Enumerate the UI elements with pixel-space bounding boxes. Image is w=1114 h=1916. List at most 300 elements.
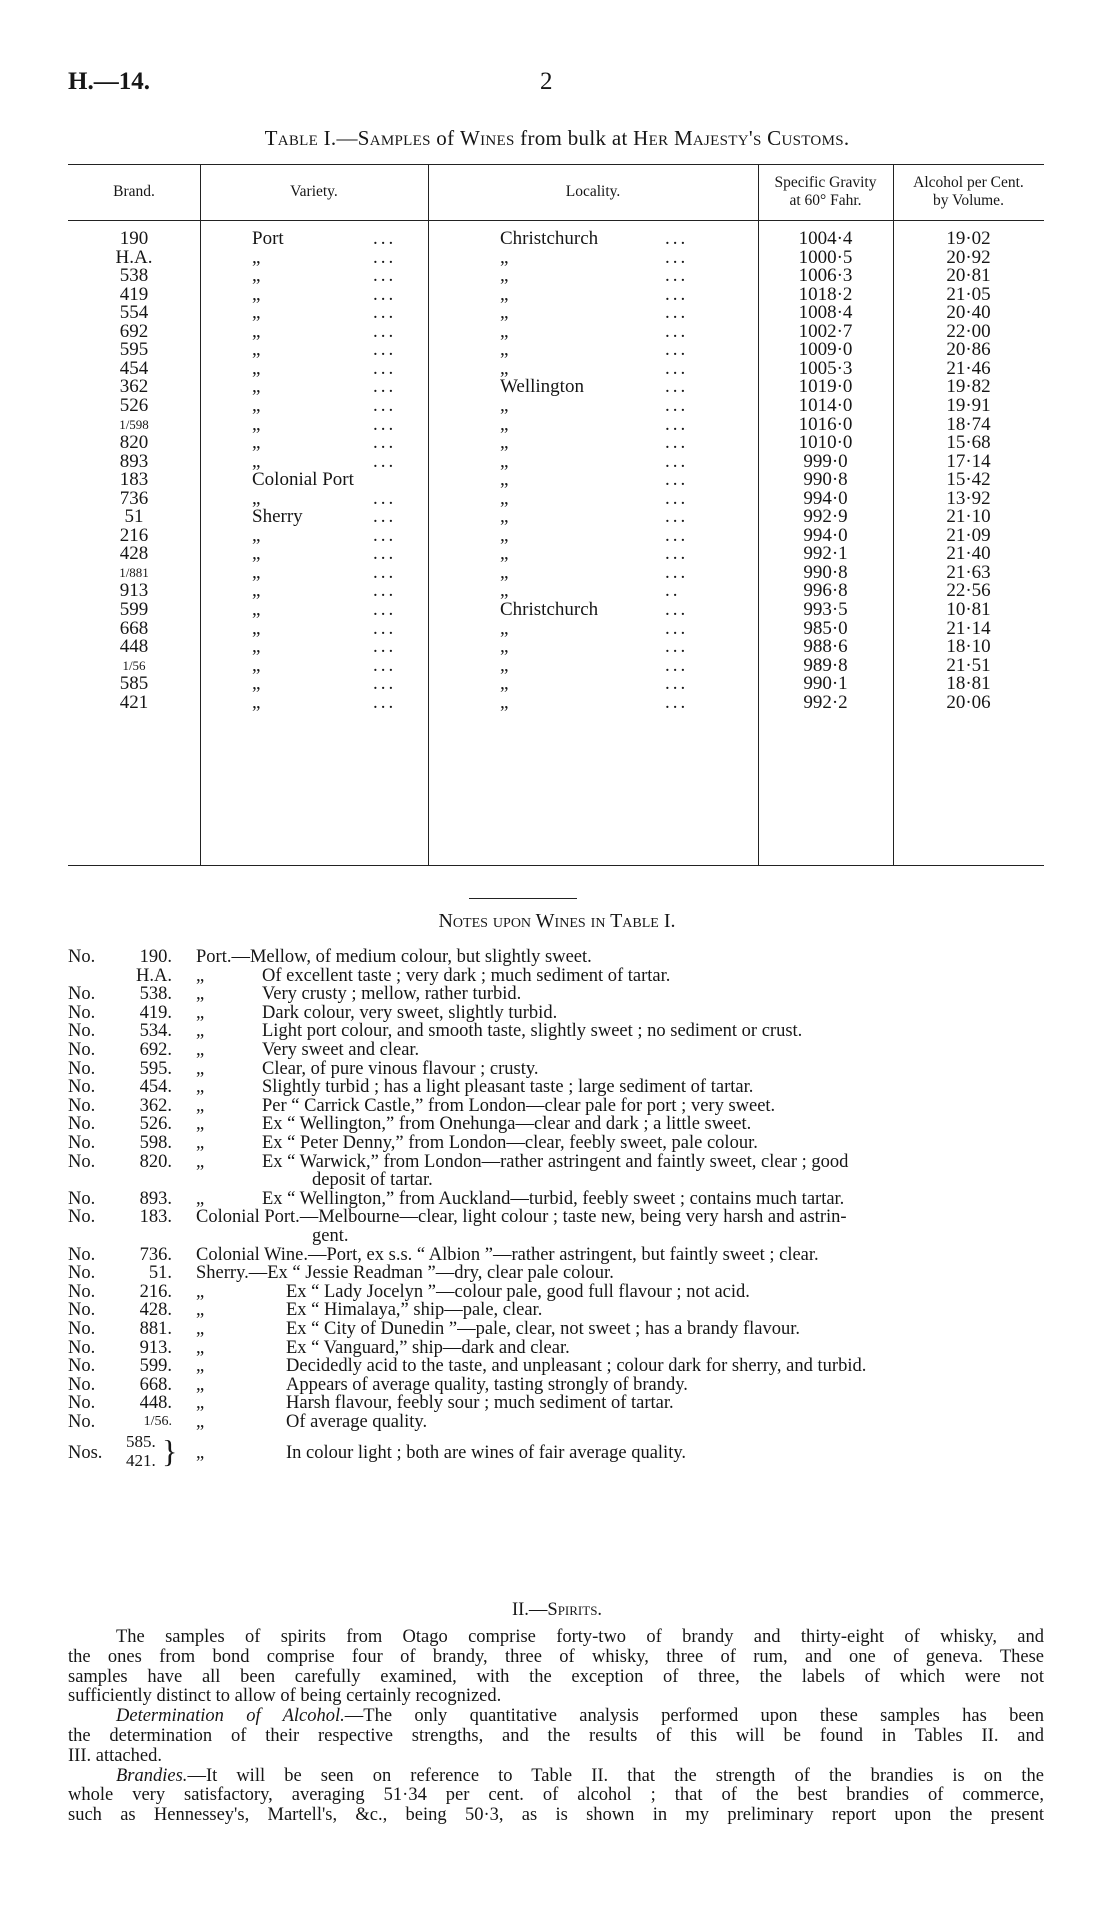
cell-variety-leader: ... [373, 543, 397, 565]
note-lead: „ [196, 1442, 205, 1463]
cell-variety: „ [252, 543, 261, 565]
cell-brand: 554 [119, 302, 149, 324]
note-lead: „ [196, 1188, 205, 1209]
cell-alcohol: 15·68 [946, 432, 991, 454]
cell-locality: „ [500, 283, 509, 305]
cell-brand: 419 [119, 283, 149, 305]
cell-locality: „ [500, 691, 509, 713]
cell-locality: „ [500, 265, 509, 287]
note-lead: „ [196, 1319, 205, 1339]
cell-locality-leader: ... [665, 654, 689, 676]
note-no-label: No. [68, 1114, 96, 1135]
cell-gravity: 990·8 [803, 469, 848, 491]
cell-alcohol: 21·46 [946, 357, 991, 379]
cell-brand: 421 [119, 691, 149, 713]
table-title-of: of [436, 126, 455, 150]
table-title [0, 126, 1114, 151]
note-lead: „ [196, 1337, 205, 1358]
cell-gravity: 990·8 [803, 561, 848, 583]
table-title-customs: Her Majesty's Customs. [633, 126, 850, 150]
column-header-gravity-line1: Specific Gravity [774, 174, 877, 191]
note-number: H.A. [136, 965, 172, 986]
note-number: 595. [139, 1058, 172, 1079]
cell-gravity: 1019·0 [798, 376, 853, 398]
note-number: 428. [139, 1300, 172, 1321]
cell-brand: 183 [119, 469, 149, 491]
cell-variety-leader: ... [373, 524, 397, 546]
cell-variety: „ [252, 339, 261, 361]
notes-title: Notes upon Wines in Table I. [438, 910, 676, 932]
note-number: 820. [139, 1151, 172, 1172]
cell-alcohol: 17·14 [946, 450, 991, 472]
paragraph-text: such as Hennessey's, Martell's, &c., being 50·3, as is shown in my preliminary report upon the present [68, 1805, 1044, 1826]
cell-alcohol: 10·81 [946, 599, 991, 620]
cell-locality-leader: ... [665, 302, 689, 324]
note-number: 362. [139, 1095, 172, 1116]
cell-locality-leader: ... [665, 413, 689, 435]
note-text: Of excellent taste ; very dark ; much sediment of tartar. [262, 965, 671, 986]
cell-locality-leader: ... [665, 339, 689, 361]
cell-locality: „ [500, 357, 509, 379]
cell-locality-leader: ... [665, 617, 689, 639]
cell-variety-leader: ... [373, 357, 397, 379]
paragraph-line [68, 1765, 1044, 1787]
cell-variety-leader: ... [373, 413, 397, 435]
cell-locality-leader: ... [665, 246, 689, 268]
cell-locality: „ [500, 302, 509, 324]
note-no-label: No. [68, 1374, 96, 1395]
cell-locality-leader: ... [665, 524, 689, 546]
cell-alcohol: 19·02 [946, 228, 991, 249]
cell-brand: 599 [119, 599, 149, 620]
note-text: Clear, of pure vinous flavour ; crusty. [262, 1058, 539, 1079]
cell-locality-leader: ... [665, 469, 689, 491]
cell-variety: „ [252, 357, 261, 379]
note-lead: Sherry.—Ex “ Jessie Readman ”—dry, clear pale colour. [196, 1263, 614, 1284]
cell-gravity: 999·0 [803, 450, 848, 472]
table-title-mid: from bulk at [520, 126, 628, 150]
column-header-alcohol-line1: Alcohol per Cent. [913, 174, 1024, 191]
cell-brand: 454 [119, 357, 149, 379]
cell-alcohol: 20·86 [946, 339, 991, 361]
note-no-label: No. [68, 1337, 96, 1358]
column-header-variety: Variety. [290, 183, 338, 200]
note-no-label: No. [68, 1021, 96, 1042]
note-no-label: No. [68, 947, 96, 967]
cell-variety-leader: ... [373, 691, 397, 713]
note-number: 183. [139, 1207, 172, 1228]
note-number: 668. [139, 1374, 172, 1395]
cell-variety-leader: ... [373, 376, 397, 398]
note-line-grouped [0, 1432, 1114, 1472]
cell-locality: „ [500, 450, 509, 472]
note-text: Ex “ Wellington,” from Onehunga—clear and dark ; a little sweet. [262, 1114, 752, 1135]
cell-gravity: 994·0 [803, 524, 848, 546]
cell-alcohol: 19·91 [946, 394, 991, 416]
note-no-label: No. [68, 1095, 96, 1116]
cell-alcohol: 21·10 [946, 506, 991, 528]
cell-locality-leader: ... [665, 265, 689, 287]
cell-locality: Christchurch [500, 228, 599, 249]
cell-locality-leader: ... [665, 394, 689, 416]
note-lead: „ [196, 1374, 205, 1395]
cell-brand: 668 [119, 617, 149, 639]
note-number: 1/56. [143, 1414, 172, 1429]
cell-variety-leader: ... [373, 487, 397, 509]
note-no-label: No. [68, 1319, 96, 1339]
cell-brand: 820 [119, 432, 149, 454]
cell-gravity: 1009·0 [798, 339, 853, 361]
cell-variety: „ [252, 599, 261, 620]
cell-locality: „ [500, 506, 509, 528]
cell-locality: „ [500, 636, 509, 658]
cell-variety: „ [252, 376, 261, 398]
cell-locality: „ [500, 469, 509, 491]
column-header-locality: Locality. [565, 183, 621, 200]
cell-gravity: 1005·3 [798, 357, 853, 379]
cell-variety: „ [252, 487, 261, 509]
table-bottom-rule [68, 865, 1044, 866]
cell-locality: „ [500, 320, 509, 342]
cell-brand: 362 [119, 376, 149, 398]
note-text: Ex “ Vanguard,” ship—dark and clear. [286, 1337, 570, 1358]
note-no-label: No. [68, 1281, 96, 1302]
note-lead: „ [196, 1002, 205, 1023]
cell-gravity: 992·1 [803, 543, 848, 565]
cell-locality: „ [500, 543, 509, 565]
note-lead: „ [196, 1077, 205, 1098]
note-text: Ex “ City of Dunedin ”—pale, clear, not sweet ; has a brandy flavour. [286, 1319, 801, 1339]
cell-gravity: 1008·4 [798, 302, 853, 324]
note-text: Ex “ Peter Denny,” from London—clear, feebly sweet, pale colour. [262, 1133, 758, 1153]
cell-brand: 216 [119, 524, 149, 546]
cell-variety-leader: ... [373, 339, 397, 361]
cell-brand: H.A. [115, 246, 153, 268]
note-no-label: No. [68, 1300, 96, 1321]
cell-brand: 736 [119, 487, 149, 509]
cell-variety: „ [252, 283, 261, 305]
note-number: 454. [139, 1077, 172, 1098]
cell-gravity: 1006·3 [798, 265, 853, 287]
cell-gravity: 988·6 [803, 636, 848, 658]
note-no-label: No. [68, 1393, 96, 1414]
note-lead: „ [196, 1114, 205, 1135]
cell-alcohol: 22·00 [946, 320, 991, 342]
cell-variety: „ [252, 691, 261, 713]
cell-brand: 526 [119, 394, 149, 416]
column-header-alcohol [893, 164, 1044, 220]
cell-gravity: 994·0 [803, 487, 848, 509]
note-continuation: gent. [312, 1226, 349, 1246]
cell-brand: 692 [119, 320, 149, 342]
cell-alcohol: 22·56 [946, 580, 991, 602]
note-number: 51. [148, 1263, 172, 1284]
note-continuation: deposit of tartar. [312, 1170, 433, 1191]
paragraph-line [68, 1745, 1044, 1767]
paragraph-text: whole very satisfactory, averaging 51·34 per cent. of alcohol ; that of the best brandies of commerce, [68, 1785, 1044, 1806]
cell-locality: „ [500, 394, 509, 416]
note-text: Dark colour, very sweet, slightly turbid. [262, 1002, 558, 1023]
cell-variety-leader: ... [373, 246, 397, 268]
cell-variety-leader: ... [373, 450, 397, 472]
note-number: 538. [139, 984, 172, 1005]
cell-variety: „ [252, 673, 261, 695]
paragraph-text: —The only quantitative analysis performed upon these samples has been [344, 1706, 1044, 1727]
note-number: 216. [139, 1281, 172, 1302]
cell-locality-leader: ... [665, 636, 689, 658]
cell-variety-leader: ... [373, 654, 397, 676]
paragraph-line [68, 1784, 1044, 1806]
paragraph-line [68, 1646, 1044, 1668]
paragraph-text: The samples of spirits from Otago comprise forty-two of brandy and thirty-eight of whisky, and [116, 1627, 1044, 1647]
cell-locality: „ [500, 432, 509, 454]
note-number: 526. [139, 1114, 172, 1135]
cell-locality-leader: ... [665, 561, 689, 583]
cell-gravity: 1004·4 [798, 228, 853, 249]
note-lead: Colonial Port.—Melbourne—clear, light colour ; taste new, being very harsh and astrin- [196, 1207, 847, 1228]
column-header-alcohol-line2: by Volume. [933, 192, 1004, 209]
note-no-label: No. [68, 1356, 96, 1377]
cell-variety: „ [252, 636, 261, 658]
brace-icon: } [162, 1432, 178, 1469]
cell-alcohol: 18·74 [946, 413, 991, 435]
note-lead: „ [196, 1281, 205, 1302]
cell-gravity: 996·8 [803, 580, 848, 602]
note-text: Appears of average quality, tasting strongly of brandy. [286, 1374, 688, 1395]
note-number: 692. [139, 1040, 172, 1060]
cell-variety-leader: ... [373, 561, 397, 583]
cell-variety: „ [252, 413, 261, 435]
cell-alcohol: 20·92 [946, 246, 991, 268]
cell-locality: „ [500, 339, 509, 361]
note-number: 881. [139, 1319, 172, 1339]
cell-locality-leader: ... [665, 357, 689, 379]
cell-variety-leader: ... [373, 506, 397, 528]
cell-locality: „ [500, 580, 509, 602]
paragraph-text: the determination of their respective strengths, and the results of this will be found in Tables II. and [68, 1726, 1044, 1746]
note-number: 599. [139, 1356, 172, 1377]
cell-locality: „ [500, 246, 509, 268]
paragraph-text: —It will be seen on reference to Table II. that the strength of the brandies is on the [187, 1765, 1044, 1786]
note-number: 893. [139, 1188, 172, 1209]
note-text: Harsh flavour, feebly sour ; much sediment of tartar. [286, 1393, 674, 1414]
note-no-label: No. [68, 1244, 96, 1265]
cell-brand: 538 [119, 265, 149, 287]
note-text: Decidedly acid to the taste, and unpleasant ; colour dark for sherry, and turbid. [286, 1356, 867, 1377]
note-lead: „ [196, 1133, 205, 1153]
cell-variety: „ [252, 394, 261, 416]
cell-locality: „ [500, 524, 509, 546]
cell-variety: „ [252, 432, 261, 454]
cell-locality-leader: ... [665, 673, 689, 695]
cell-variety: „ [252, 265, 261, 287]
note-lead: „ [196, 1356, 205, 1377]
table-title-prefix: Table I.—Samples [264, 126, 431, 150]
cell-locality: „ [500, 561, 509, 583]
cell-variety: „ [252, 320, 261, 342]
cell-variety-leader: ... [373, 302, 397, 324]
note-text: Slightly turbid ; has a light pleasant taste ; large sediment of tartar. [262, 1077, 754, 1098]
note-no-label: No. [68, 1412, 96, 1432]
paragraph-text: III. attached. [68, 1745, 162, 1766]
cell-variety: „ [252, 617, 261, 639]
cell-brand: 190 [119, 228, 149, 249]
paragraph-text: samples have all been carefully examined, with the exception of three, the labels of which were not [68, 1666, 1044, 1687]
cell-brand: 595 [119, 339, 149, 361]
note-text: Ex “ Warwick,” from London—rather astringent and faintly sweet, clear ; good [262, 1151, 849, 1172]
cell-brand: 51 [124, 506, 144, 528]
cell-alcohol: 21·51 [946, 654, 991, 676]
note-lead: „ [196, 1095, 205, 1116]
cell-locality-leader: ... [665, 450, 689, 472]
paragraph-line [68, 1666, 1044, 1688]
cell-variety: Port [252, 228, 284, 249]
note-lead: Colonial Wine.—Port, ex s.s. “ Albion ”—rather astringent, but faintly sweet ; clear. [196, 1244, 819, 1265]
cell-alcohol: 21·09 [946, 524, 991, 546]
column-header-gravity [758, 164, 893, 220]
cell-gravity: 1018·2 [798, 283, 853, 305]
cell-gravity: 989·8 [803, 654, 848, 676]
note-lead: „ [196, 984, 205, 1005]
paragraph-label: Determination of Alcohol. [116, 1706, 345, 1727]
cell-locality: Christchurch [500, 599, 599, 620]
cell-alcohol: 20·40 [946, 302, 991, 324]
cell-variety: Sherry [252, 506, 303, 528]
paragraph-label: Brandies. [116, 1765, 188, 1786]
cell-locality: „ [500, 673, 509, 695]
paragraph-line [68, 1685, 1044, 1707]
note-number: 585. [126, 1431, 156, 1451]
note-no-label: No. [68, 1151, 96, 1172]
section-divider [469, 898, 577, 899]
cell-gravity: 990·1 [803, 673, 848, 695]
note-no-label: No. [68, 984, 96, 1005]
cell-locality-leader: ... [665, 487, 689, 509]
cell-variety: „ [252, 450, 261, 472]
cell-variety-leader: ... [373, 432, 397, 454]
column-header-gravity-line2: at 60° Fahr. [789, 192, 862, 209]
cell-alcohol: 20·06 [946, 691, 991, 713]
cell-gravity: 993·5 [803, 599, 848, 620]
note-lead: „ [196, 1393, 205, 1414]
note-text: Ex “ Himalaya,” ship—pale, clear. [286, 1300, 543, 1321]
cell-variety-leader: ... [373, 580, 397, 602]
note-no-label: No. [68, 1207, 96, 1228]
note-lead: „ [196, 1058, 205, 1079]
cell-alcohol: 18·81 [946, 673, 991, 695]
cell-alcohol: 21·14 [946, 617, 991, 639]
note-text: Ex “ Lady Jocelyn ”—colour pale, good full flavour ; not acid. [286, 1281, 750, 1302]
cell-alcohol: 19·82 [946, 376, 991, 398]
cell-locality: „ [500, 654, 509, 676]
note-text: Ex “ Wellington,” from Auckland—turbid, feebly sweet ; contains much tartar. [262, 1188, 845, 1209]
note-no-label: No. [68, 1040, 96, 1060]
note-number: 190. [139, 947, 172, 967]
cell-gravity: 1016·0 [798, 413, 853, 435]
note-no-label: No. [68, 1133, 96, 1153]
cell-variety: „ [252, 302, 261, 324]
cell-brand: 1/881 [119, 564, 149, 580]
cell-variety: „ [252, 246, 261, 268]
cell-locality-leader: .. [665, 580, 681, 602]
report-code: H.—14. [68, 68, 150, 95]
cell-locality-leader: ... [665, 691, 689, 713]
note-lead: „ [196, 1412, 205, 1432]
table-header-rule [68, 220, 1044, 221]
note-number: 913. [139, 1337, 172, 1358]
cell-variety-leader: ... [373, 636, 397, 658]
paragraph-text: the ones from bond comprise four of brandy, three of whisky, three of rum, and one of geneva. These [68, 1646, 1044, 1667]
note-lead: „ [196, 1300, 205, 1321]
spirits-title: II.—Spirits. [511, 1600, 603, 1620]
cell-locality: „ [500, 487, 509, 509]
note-lead: Port.—Mellow, of medium colour, but slightly sweet. [196, 947, 592, 967]
cell-variety: „ [252, 561, 261, 583]
note-no-label: No. [68, 1077, 96, 1098]
cell-brand: 585 [119, 673, 149, 695]
note-lead: „ [196, 1021, 205, 1042]
cell-locality-leader: ... [665, 543, 689, 565]
note-no-label: No. [68, 1263, 96, 1284]
note-number: 421. [126, 1450, 156, 1470]
note-number: 736. [139, 1244, 172, 1265]
cell-locality-leader: ... [665, 432, 689, 454]
note-no-label: No. [68, 1002, 96, 1023]
paragraph-line [68, 1705, 1044, 1727]
cell-locality-leader: ... [665, 376, 689, 398]
note-text: Very sweet and clear. [262, 1040, 420, 1060]
cell-brand: 893 [119, 450, 149, 472]
cell-locality: „ [500, 617, 509, 639]
cell-gravity: 1014·0 [798, 394, 853, 416]
cell-brand: 428 [119, 543, 149, 565]
note-number: 598. [139, 1133, 172, 1153]
cell-locality: „ [500, 413, 509, 435]
cell-locality-leader: ... [665, 228, 689, 249]
cell-variety-leader: ... [373, 283, 397, 305]
cell-alcohol: 15·42 [946, 469, 991, 491]
cell-variety: „ [252, 580, 261, 602]
cell-locality-leader: ... [665, 283, 689, 305]
cell-variety-leader: ... [373, 228, 397, 249]
cell-variety-leader: ... [373, 320, 397, 342]
cell-gravity: 992·2 [803, 691, 848, 713]
paragraph-line [68, 1804, 1044, 1826]
note-number: 419. [139, 1002, 172, 1023]
cell-alcohol: 21·40 [946, 543, 991, 565]
cell-brand: 448 [119, 636, 149, 658]
paragraph-text: sufficiently distinct to allow of being certainly recognized. [68, 1686, 502, 1707]
note-text: Per “ Carrick Castle,” from London—clear pale for port ; very sweet. [262, 1095, 776, 1116]
cell-gravity: 985·0 [803, 617, 848, 639]
cell-gravity: 992·9 [803, 506, 848, 528]
table-title-wines: Wines [459, 126, 515, 150]
note-text: In colour light ; both are wines of fair average quality. [286, 1442, 687, 1463]
note-lead: „ [196, 1040, 205, 1060]
cell-locality-leader: ... [665, 320, 689, 342]
cell-locality-leader: ... [665, 506, 689, 528]
note-nos-label: Nos. [68, 1442, 103, 1463]
cell-alcohol: 18·10 [946, 636, 991, 658]
note-lead: „ [196, 1151, 205, 1172]
cell-variety: „ [252, 524, 261, 546]
note-lead: „ [196, 965, 205, 986]
note-line [0, 1411, 1114, 1433]
cell-alcohol: 13·92 [946, 487, 991, 509]
cell-brand: 1/56 [122, 657, 146, 673]
cell-variety-leader: ... [373, 599, 397, 620]
note-text: Of average quality. [286, 1412, 428, 1432]
